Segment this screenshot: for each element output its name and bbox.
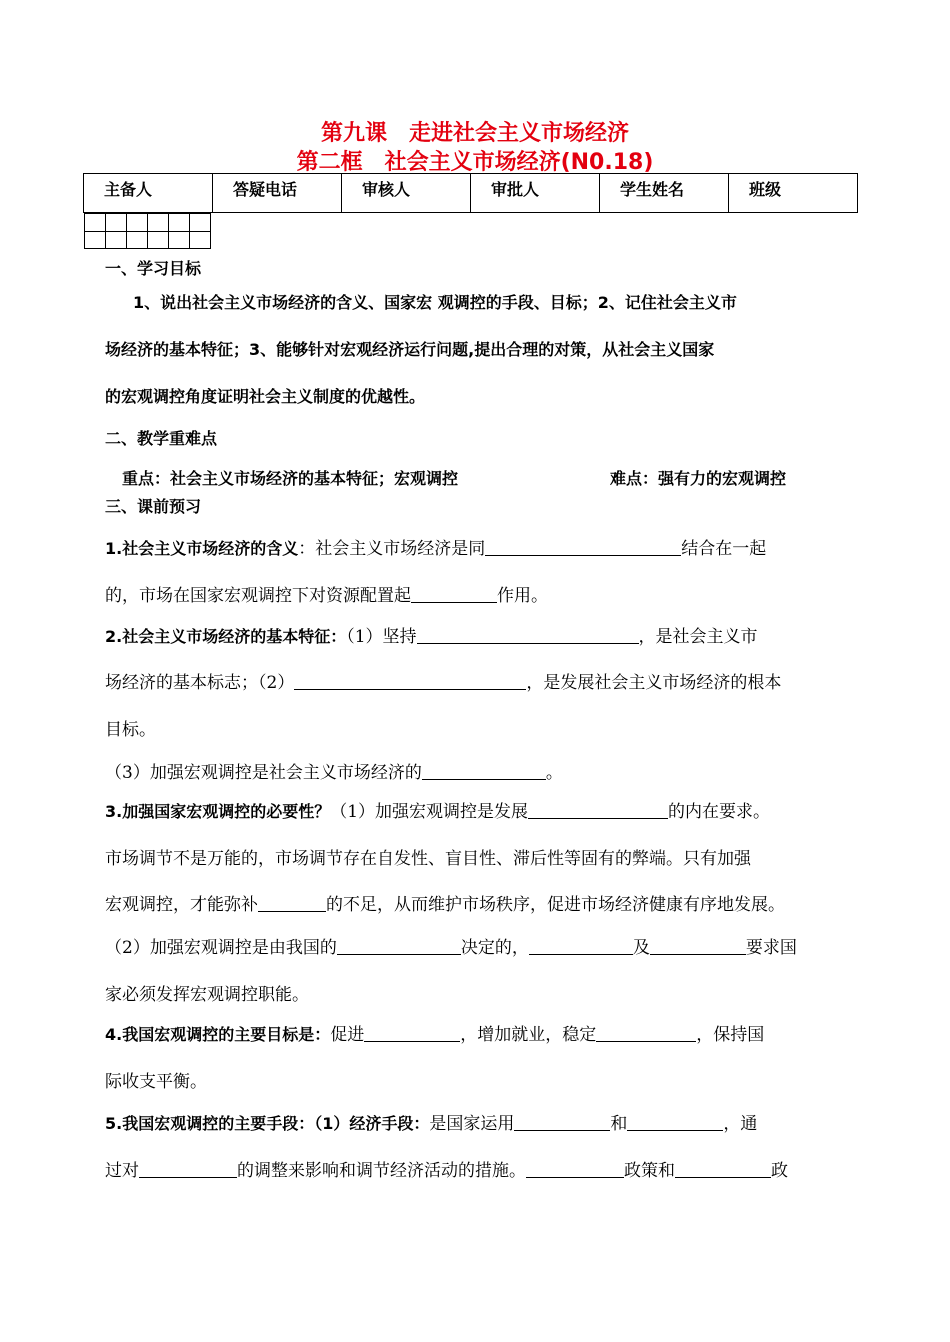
question-label: 5.我国宏观调控的主要手段：（1）经济手段： <box>105 1114 430 1133</box>
info-table <box>83 173 858 234</box>
key-point: 重点：社会主义市场经济的基本特征；宏观调控 <box>122 469 459 488</box>
question-5-line-2: 过对 的调整来影响和调节经济活动的措施。 政策和 政 <box>105 1161 788 1181</box>
fill-blank[interactable] <box>675 1159 771 1178</box>
table-cell[interactable] <box>147 214 168 249</box>
table-blank-row <box>84 213 211 232</box>
table-header-cell: 主备人 <box>84 174 213 213</box>
lesson-subtitle: 第二框 社会主义市场经济(N0.18) <box>296 150 654 175</box>
section-heading: 一、学习目标 <box>105 259 202 278</box>
fill-blank[interactable] <box>258 893 326 912</box>
table-header-cell: 审核人 <box>342 174 471 213</box>
question-3-line-4: （2）加强宏观调控是由我国的 决定的， 及 要求国 <box>105 938 797 958</box>
table-header-row <box>84 174 858 213</box>
fill-blank[interactable] <box>627 1112 723 1131</box>
table-cell[interactable] <box>126 214 147 249</box>
fill-blank[interactable] <box>596 1023 696 1042</box>
fill-blank[interactable] <box>528 800 668 819</box>
table-header-cell: 班级 <box>729 174 858 213</box>
question-3-line-2: 市场调节不是万能的，市场调节存在自发性、盲目性、滞后性等固有的弊端。只有加强 <box>105 849 751 869</box>
table-cell[interactable] <box>189 214 210 249</box>
question-2-line-3: 目标。 <box>105 720 156 740</box>
table-header-cell: 答疑电话 <box>213 174 342 213</box>
question-4-line-2: 际收支平衡。 <box>105 1072 207 1092</box>
fill-blank[interactable] <box>411 584 497 603</box>
question-label: 3.加强国家宏观调控的必要性？ <box>105 802 331 821</box>
fill-blank[interactable] <box>529 936 633 955</box>
question-3-line-5: 家必须发挥宏观调控职能。 <box>105 985 309 1005</box>
table-cell[interactable] <box>84 214 105 249</box>
question-3-line-3: 宏观调控，才能弥补 的不足，从而维护市场秩序，促进市场经济健康有序地发展。 <box>105 895 785 915</box>
fill-blank[interactable] <box>422 761 546 780</box>
table-header-cell: 审批人 <box>471 174 600 213</box>
question-5-line-1: 5.我国宏观调控的主要手段：（1）经济手段：是国家运用 和 ，通 <box>105 1114 758 1134</box>
table-cell[interactable] <box>105 214 126 249</box>
question-2-line-2: 场经济的基本标志；（2） ，是发展社会主义市场经济的根本 <box>105 673 782 693</box>
question-1-line-1: 1.社会主义市场经济的含义：社会主义市场经济是同 结合在一起 <box>105 539 767 559</box>
section-heading: 二、教学重难点 <box>105 429 218 448</box>
question-2-line-4: （3）加强宏观调控是社会主义市场经济的 。 <box>105 763 563 783</box>
question-label: 1.社会主义市场经济的含义 <box>105 539 299 558</box>
fill-blank[interactable] <box>337 936 461 955</box>
question-label: 4.我国宏观调控的主要目标是： <box>105 1025 331 1044</box>
fill-blank[interactable] <box>417 625 639 644</box>
fill-blank[interactable] <box>514 1112 610 1131</box>
fill-blank[interactable] <box>526 1159 624 1178</box>
difficult-point: 难点：强有力的宏观调控 <box>610 469 787 488</box>
fill-blank[interactable] <box>650 936 746 955</box>
lesson-title: 第九课 走进社会主义市场经济 <box>320 121 629 146</box>
question-2-line-1: 2.社会主义市场经济的基本特征：（1）坚持 ，是社会主义市 <box>105 627 758 647</box>
paragraph: 1、说出社会主义市场经济的含义、国家宏 观调控的手段、目标；2、记住社会主义市 <box>133 293 737 312</box>
fill-blank[interactable] <box>294 671 526 690</box>
paragraph: 场经济的基本特征；3、能够针对宏观经济运行问题,提出合理的对策，从社会主义国家 <box>105 340 715 359</box>
section-heading: 三、课前预习 <box>105 497 202 516</box>
question-1-line-2: 的，市场在国家宏观调控下对资源配置起 作用。 <box>105 586 548 606</box>
question-label: 2.社会主义市场经济的基本特征： <box>105 627 347 646</box>
question-4-line-1: 4.我国宏观调控的主要目标是：促进 ，增加就业，稳定 ，保持国 <box>105 1025 765 1045</box>
fill-blank[interactable] <box>485 537 681 556</box>
question-3-line-1: 3.加强国家宏观调控的必要性？（1）加强宏观调控是发展 的内在要求。 <box>105 802 771 822</box>
table-header-cell: 学生姓名 <box>600 174 729 213</box>
fill-blank[interactable] <box>364 1023 460 1042</box>
paragraph: 的宏观调控角度证明社会主义制度的优越性。 <box>105 387 426 406</box>
fill-blank[interactable] <box>139 1159 237 1178</box>
table-cell[interactable] <box>168 214 189 249</box>
